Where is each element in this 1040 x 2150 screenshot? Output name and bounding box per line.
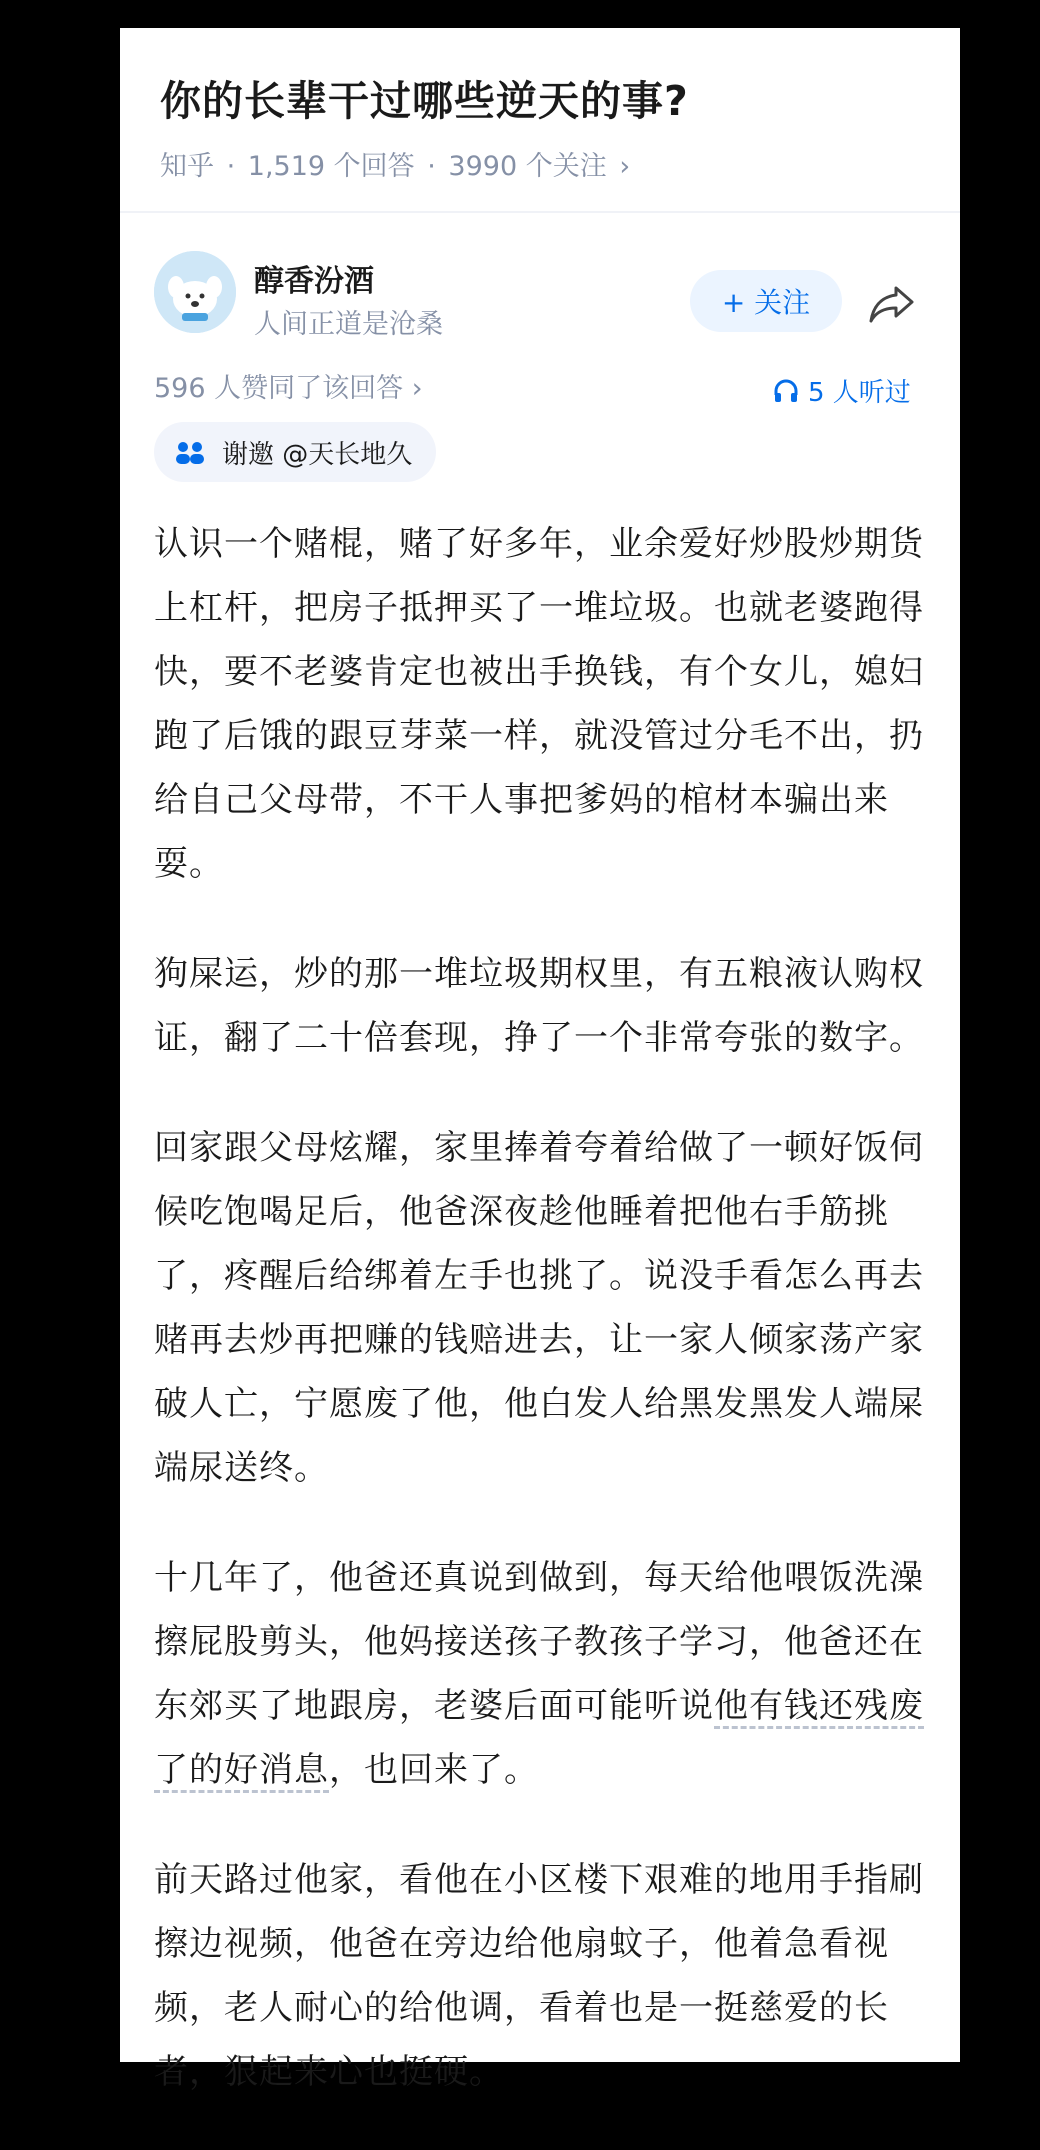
answer-paragraph: 狗屎运，炒的那一堆垃圾期权里，有五粮液认购权证，翻了二十倍套现，挣了一个非常夸张的数字。 <box>154 954 924 1058</box>
author-name[interactable]: 醇香汾酒 <box>254 264 374 299</box>
answer-text: ，也回来了。 <box>329 1750 539 1790</box>
headphones-icon <box>772 377 800 405</box>
invite-badge[interactable] <box>154 422 436 482</box>
followers-count: 3990 个关注 <box>448 151 607 182</box>
listen-count-label: 5 人听过 <box>808 378 911 408</box>
divider <box>120 211 960 213</box>
invite-label: 谢邀 @天长地久 <box>222 439 413 470</box>
share-icon[interactable] <box>866 280 918 328</box>
answer-paragraph <box>154 1546 934 1802</box>
avatar[interactable] <box>154 251 236 333</box>
question-title[interactable]: 你的长辈干过哪些逆天的事? <box>160 77 689 125</box>
answer-paragraph: 认识一个赌棍，赌了好多年，业余爱好炒股炒期货上杠杆，把房子抵押买了一堆垃圾。也就老婆跑得快，要不老婆肯定也被出手换钱，有个女儿，媳妇跑了后饿的跟豆芽菜一样，就没管过分毛不出，扔给自己父母带，不干人事把爹妈的棺材本骗出来耍。 <box>154 524 924 884</box>
answer-paragraph: 前天路过他家，看他在小区楼下艰难的地用手指刷擦边视频，他爸在旁边给他扇蚊子，他着急看视频，老人耐心的给他调，看着也是一挺慈爱的长者，狠起来心也挺硬。 <box>154 1860 924 2092</box>
answer-paragraph: 回家跟父母炫耀，家里捧着夸着给做了一顿好饭伺候吃饱喝足后，他爸深夜趁他睡着把他右手筋挑了，疼醒后给绑着左手也挑了。说没手看怎么再去赌再去炒再把赚的钱赔进去，让一家人倾家荡产家破人亡，宁愿废了他，他白发人给黑发黑发人端屎端尿送终。 <box>154 1128 924 1488</box>
answer-card <box>120 28 960 2092</box>
invite-icon <box>174 438 206 466</box>
question-meta[interactable]: 知乎 · 1,519 个回答 · 3990 个关注 › <box>160 151 631 182</box>
answer-text: 十几年了，他爸还真说到做到，每天给他喂饭洗澡擦屁股剪头，他妈接送孩子教孩子学习，他爸还在东郊买了地跟房，老婆后面可能听说 <box>154 1558 924 1726</box>
vote-count[interactable]: 596 人赞同了该回答 › <box>154 373 423 404</box>
answer-body <box>154 512 934 2150</box>
follow-button[interactable]: + 关注 <box>690 270 842 332</box>
chevron-right-icon: › <box>619 151 631 182</box>
listen-count[interactable] <box>772 372 911 409</box>
annotated-phrase[interactable]: 他有钱还残废了的好消息 <box>154 1686 924 1793</box>
answers-count: 1,519 个回答 <box>247 151 415 182</box>
author-bio: 人间正道是沧桑 <box>254 309 443 340</box>
source-label: 知乎 <box>160 151 214 182</box>
